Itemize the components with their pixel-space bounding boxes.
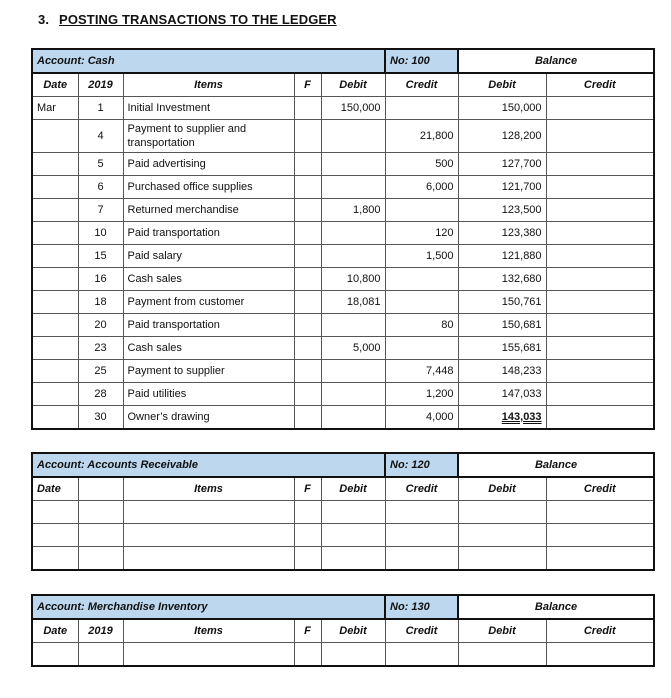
cell-balance-credit bbox=[546, 176, 654, 199]
cell-month[interactable] bbox=[32, 524, 78, 547]
cell-balance-credit bbox=[546, 337, 654, 360]
cell-item: Initial Investment bbox=[123, 97, 294, 120]
cell-balance-credit bbox=[546, 314, 654, 337]
cell-credit[interactable] bbox=[385, 643, 458, 667]
table-row bbox=[32, 245, 654, 268]
account-number: No: 120 bbox=[385, 453, 458, 477]
cell-credit: 4,000 bbox=[385, 406, 458, 430]
cell-balance-debit: 150,761 bbox=[458, 291, 546, 314]
cell-month bbox=[32, 337, 78, 360]
cell-folio bbox=[294, 406, 321, 430]
cell-item: Returned merchandise bbox=[123, 199, 294, 222]
cell-month: Mar bbox=[32, 97, 78, 120]
account-header-row bbox=[32, 595, 654, 619]
cell-balance-debit: 150,681 bbox=[458, 314, 546, 337]
cell-day: 4 bbox=[78, 120, 123, 153]
col-balance-debit: Debit bbox=[458, 73, 546, 97]
cell-item: Paid salary bbox=[123, 245, 294, 268]
col-date: Date bbox=[32, 477, 78, 501]
cell-balance-debit: 123,500 bbox=[458, 199, 546, 222]
cell-balance-debit: 147,033 bbox=[458, 383, 546, 406]
empty-row bbox=[32, 524, 654, 547]
cell-balance-credit bbox=[546, 199, 654, 222]
cell-item: Payment to supplier bbox=[123, 360, 294, 383]
cell-balance-credit bbox=[546, 268, 654, 291]
cell-month bbox=[32, 153, 78, 176]
cell-debit: 10,800 bbox=[321, 268, 385, 291]
cell-balance-debit: 132,680 bbox=[458, 268, 546, 291]
cell-balance-debit: 128,200 bbox=[458, 120, 546, 153]
cell-item: Purchased office supplies bbox=[123, 176, 294, 199]
table-row bbox=[32, 406, 654, 430]
cell-month[interactable] bbox=[32, 501, 78, 524]
cell-balance-credit bbox=[546, 406, 654, 430]
cell-folio bbox=[294, 176, 321, 199]
cell-debit bbox=[321, 383, 385, 406]
table-row bbox=[32, 291, 654, 314]
ledger-merchandise-inventory bbox=[31, 594, 655, 667]
col-items: Items bbox=[123, 73, 294, 97]
cell-debit bbox=[321, 176, 385, 199]
cell-balance-credit[interactable] bbox=[546, 643, 654, 667]
cell-day: 7 bbox=[78, 199, 123, 222]
cell-day: 18 bbox=[78, 291, 123, 314]
cell-day: 10 bbox=[78, 222, 123, 245]
cell-credit[interactable] bbox=[385, 524, 458, 547]
balance-header: Balance bbox=[458, 49, 654, 73]
col-items: Items bbox=[123, 619, 294, 643]
cell-debit: 5,000 bbox=[321, 337, 385, 360]
col-folio: F bbox=[294, 477, 321, 501]
col-credit: Credit bbox=[385, 619, 458, 643]
cell-credit: 1,500 bbox=[385, 245, 458, 268]
cell-day[interactable] bbox=[78, 524, 123, 547]
ledger-cash bbox=[31, 48, 655, 430]
cell-credit: 7,448 bbox=[385, 360, 458, 383]
column-header-row bbox=[32, 73, 654, 97]
cell-balance-credit bbox=[546, 360, 654, 383]
cell-credit[interactable] bbox=[385, 501, 458, 524]
cell-month bbox=[32, 222, 78, 245]
empty-row bbox=[32, 547, 654, 571]
cell-item: Cash sales bbox=[123, 268, 294, 291]
cell-folio[interactable] bbox=[294, 547, 321, 571]
table-row bbox=[32, 176, 654, 199]
cell-debit[interactable] bbox=[321, 524, 385, 547]
cell-day[interactable] bbox=[78, 643, 123, 667]
cell-month bbox=[32, 245, 78, 268]
cell-item: Paid transportation bbox=[123, 314, 294, 337]
cell-balance-debit: 127,700 bbox=[458, 153, 546, 176]
cell-day: 15 bbox=[78, 245, 123, 268]
cell-debit: 1,800 bbox=[321, 199, 385, 222]
cell-debit bbox=[321, 360, 385, 383]
cell-day: 28 bbox=[78, 383, 123, 406]
cell-day: 20 bbox=[78, 314, 123, 337]
cell-day[interactable] bbox=[78, 547, 123, 571]
cell-debit bbox=[321, 120, 385, 153]
cell-item[interactable] bbox=[123, 524, 294, 547]
cell-folio bbox=[294, 222, 321, 245]
cell-balance-debit[interactable] bbox=[458, 501, 546, 524]
cell-item: Paid advertising bbox=[123, 153, 294, 176]
col-credit: Credit bbox=[385, 73, 458, 97]
cell-credit[interactable] bbox=[385, 547, 458, 571]
cell-balance-debit: 123,380 bbox=[458, 222, 546, 245]
cell-credit bbox=[385, 97, 458, 120]
cell-debit: 18,081 bbox=[321, 291, 385, 314]
cell-month bbox=[32, 291, 78, 314]
cell-balance-credit bbox=[546, 153, 654, 176]
col-debit: Debit bbox=[321, 477, 385, 501]
cell-balance-credit bbox=[546, 97, 654, 120]
final-balance: 143,033 bbox=[501, 411, 542, 423]
cell-month bbox=[32, 314, 78, 337]
cell-day: 6 bbox=[78, 176, 123, 199]
cell-credit bbox=[385, 199, 458, 222]
cell-balance-debit: 150,000 bbox=[458, 97, 546, 120]
cell-month[interactable] bbox=[32, 547, 78, 571]
account-header-row bbox=[32, 453, 654, 477]
table-row bbox=[32, 97, 654, 120]
section-title: POSTING TRANSACTIONS TO THE LEDGER bbox=[59, 12, 337, 27]
cell-credit: 21,800 bbox=[385, 120, 458, 153]
col-year: 2019 bbox=[78, 73, 123, 97]
column-header-row bbox=[32, 477, 654, 501]
col-balance-debit: Debit bbox=[458, 477, 546, 501]
cell-folio bbox=[294, 120, 321, 153]
cell-balance-debit: 155,681 bbox=[458, 337, 546, 360]
cell-debit[interactable] bbox=[321, 547, 385, 571]
cell-debit: 150,000 bbox=[321, 97, 385, 120]
empty-row bbox=[32, 501, 654, 524]
table-row bbox=[32, 337, 654, 360]
cell-month bbox=[32, 406, 78, 430]
cell-balance-credit bbox=[546, 291, 654, 314]
cell-debit bbox=[321, 314, 385, 337]
cell-month bbox=[32, 383, 78, 406]
cell-item: Payment to supplier and transportation bbox=[123, 120, 294, 153]
balance-header: Balance bbox=[458, 453, 654, 477]
table-row bbox=[32, 360, 654, 383]
cell-month[interactable] bbox=[32, 643, 78, 667]
table-row bbox=[32, 268, 654, 291]
cell-debit bbox=[321, 222, 385, 245]
col-folio: F bbox=[294, 73, 321, 97]
cell-day: 1 bbox=[78, 97, 123, 120]
section-heading bbox=[38, 12, 337, 27]
col-items: Items bbox=[123, 477, 294, 501]
account-name: Account: Accounts Receivable bbox=[32, 453, 385, 477]
table-row bbox=[32, 383, 654, 406]
col-credit: Credit bbox=[385, 477, 458, 501]
cell-balance-debit[interactable] bbox=[458, 643, 546, 667]
cell-balance-credit bbox=[546, 120, 654, 153]
cell-folio[interactable] bbox=[294, 501, 321, 524]
cell-credit: 1,200 bbox=[385, 383, 458, 406]
account-header-row bbox=[32, 49, 654, 73]
cell-balance-credit bbox=[546, 383, 654, 406]
cell-item[interactable] bbox=[123, 547, 294, 571]
cell-balance-debit: 121,700 bbox=[458, 176, 546, 199]
col-date: Date bbox=[32, 73, 78, 97]
cell-balance-credit[interactable] bbox=[546, 501, 654, 524]
col-balance-credit: Credit bbox=[546, 619, 654, 643]
cell-folio bbox=[294, 245, 321, 268]
cell-credit bbox=[385, 337, 458, 360]
cell-credit bbox=[385, 291, 458, 314]
cell-day: 25 bbox=[78, 360, 123, 383]
cell-month bbox=[32, 360, 78, 383]
cell-folio[interactable] bbox=[294, 524, 321, 547]
cell-day: 30 bbox=[78, 406, 123, 430]
cell-balance-debit[interactable] bbox=[458, 547, 546, 571]
cell-balance-credit bbox=[546, 245, 654, 268]
ledger-accounts-receivable bbox=[31, 452, 655, 571]
col-debit: Debit bbox=[321, 619, 385, 643]
cell-item: Owner’s drawing bbox=[123, 406, 294, 430]
account-name: Account: Cash bbox=[32, 49, 385, 73]
cell-month bbox=[32, 120, 78, 153]
table-row bbox=[32, 120, 654, 153]
cell-credit: 120 bbox=[385, 222, 458, 245]
cell-balance-debit-total bbox=[458, 406, 546, 430]
cell-debit[interactable] bbox=[321, 501, 385, 524]
cell-folio bbox=[294, 153, 321, 176]
column-header-row bbox=[32, 619, 654, 643]
cell-folio bbox=[294, 337, 321, 360]
cell-item: Cash sales bbox=[123, 337, 294, 360]
col-balance-debit: Debit bbox=[458, 619, 546, 643]
cell-folio bbox=[294, 314, 321, 337]
cell-month bbox=[32, 268, 78, 291]
col-balance-credit: Credit bbox=[546, 477, 654, 501]
cell-day[interactable] bbox=[78, 501, 123, 524]
cell-debit bbox=[321, 153, 385, 176]
empty-row bbox=[32, 643, 654, 667]
table-row bbox=[32, 222, 654, 245]
cell-folio bbox=[294, 383, 321, 406]
cell-debit bbox=[321, 245, 385, 268]
cell-item[interactable] bbox=[123, 643, 294, 667]
table-row bbox=[32, 153, 654, 176]
cell-item: Paid utilities bbox=[123, 383, 294, 406]
cell-credit: 80 bbox=[385, 314, 458, 337]
cell-balance-credit[interactable] bbox=[546, 547, 654, 571]
cell-item[interactable] bbox=[123, 501, 294, 524]
col-folio: F bbox=[294, 619, 321, 643]
cell-balance-debit: 121,880 bbox=[458, 245, 546, 268]
cell-month bbox=[32, 176, 78, 199]
table-row bbox=[32, 199, 654, 222]
table-row bbox=[32, 314, 654, 337]
col-year: 2019 bbox=[78, 619, 123, 643]
cell-balance-debit: 148,233 bbox=[458, 360, 546, 383]
cell-folio bbox=[294, 268, 321, 291]
col-balance-credit: Credit bbox=[546, 73, 654, 97]
cell-credit bbox=[385, 268, 458, 291]
cell-folio bbox=[294, 360, 321, 383]
cell-item: Payment from customer bbox=[123, 291, 294, 314]
cell-day: 23 bbox=[78, 337, 123, 360]
cell-credit: 6,000 bbox=[385, 176, 458, 199]
cell-day: 16 bbox=[78, 268, 123, 291]
cell-folio bbox=[294, 291, 321, 314]
cell-day: 5 bbox=[78, 153, 123, 176]
account-name: Account: Merchandise Inventory bbox=[32, 595, 385, 619]
col-year bbox=[78, 477, 123, 501]
balance-header: Balance bbox=[458, 595, 654, 619]
cell-folio bbox=[294, 199, 321, 222]
cell-balance-credit[interactable] bbox=[546, 524, 654, 547]
cell-item: Paid transportation bbox=[123, 222, 294, 245]
cell-balance-debit[interactable] bbox=[458, 524, 546, 547]
cell-debit bbox=[321, 406, 385, 430]
account-number: No: 100 bbox=[385, 49, 458, 73]
cell-credit: 500 bbox=[385, 153, 458, 176]
col-debit: Debit bbox=[321, 73, 385, 97]
account-number: No: 130 bbox=[385, 595, 458, 619]
cell-month bbox=[32, 199, 78, 222]
cell-balance-credit bbox=[546, 222, 654, 245]
cell-folio bbox=[294, 97, 321, 120]
cell-debit[interactable] bbox=[321, 643, 385, 667]
cell-folio[interactable] bbox=[294, 643, 321, 667]
col-date: Date bbox=[32, 619, 78, 643]
section-number: 3. bbox=[38, 12, 50, 27]
